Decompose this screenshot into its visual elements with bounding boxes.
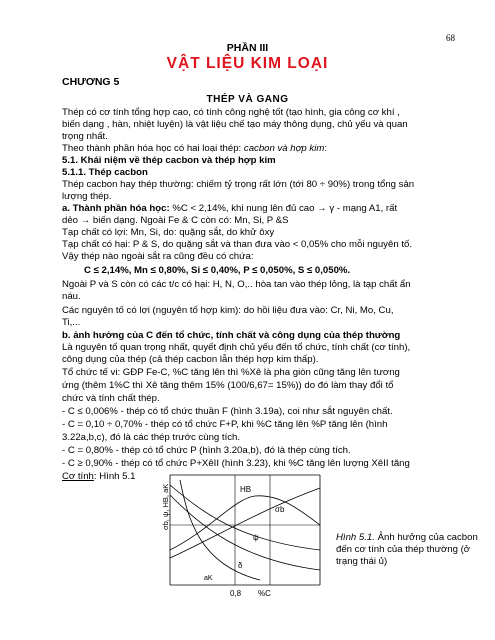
b-line-2: công dụng của thép (cả thép cacbon lẫn thép hợp kim thấp).: [62, 354, 319, 365]
composition-text: %C < 2,14%, khi nung lên đủ cao → γ - mạng A1, rất: [169, 203, 398, 214]
y-axis-label: σb, ψ, HB, aK: [161, 483, 170, 530]
scope-line: [62, 143, 327, 155]
mechanical-label: Cơ tính: [62, 471, 94, 482]
part-heading: PHẦN III: [226, 42, 269, 54]
harmful-impurity-line: Tạp chất có hại: P & S, do quặng sắt và than đưa vào < 0,05% cho mỗi nguyên tố.: [62, 239, 412, 250]
useful-impurity-line: Tạp chất có lợi: Mn, Si, do: quặng sắt, do khử ôxy: [62, 227, 275, 238]
microstructure-line-3: chức và tính chất thép.: [62, 393, 160, 404]
scope-italic: cacbon và hợp kim: [243, 143, 325, 154]
intro-line-2: biến dạng , hàn, nhiệt luyện) là vật liệu chế tạo máy thông dụng, chủ yếu và quan: [62, 119, 408, 130]
composition-line-2: dẻo → biến dạng. Ngoài Fe & C còn có: Mn, Si, P &S: [62, 215, 289, 226]
section-heading: THÉP VÀ GANG: [206, 94, 289, 105]
limit-intro-line: Vậy thép nào ngoài sắt ra cũng đều có chứa:: [62, 251, 254, 262]
composition-limits: C ≤ 2,14%, Mn ≤ 0,80%, Si ≤ 0,40%, P ≤ 0,050%, S ≤ 0,050%.: [84, 265, 351, 276]
curve-hb: [170, 488, 320, 558]
microstructure-line-2: ứng (thêm 1%C thì Xê tăng thêm 15% (100/6,67= 15%)) do đó làm thay đổi tổ: [62, 380, 394, 391]
microstructure-line-1: Tổ chức tế vi: GĐP Fe-C, %C tăng lên thì %Xê là pha giòn cũng tăng lên tương: [62, 367, 400, 378]
curve-sigma-b: [170, 496, 320, 550]
definition-line-2: lượng thép.: [62, 191, 112, 202]
curve-ak: [180, 480, 260, 580]
composition-line-1: [62, 203, 397, 215]
label-delta: δ: [238, 561, 243, 570]
label-psi: ψ: [253, 533, 259, 542]
heading-b: b. ảnh hưởng của C đến tổ chức, tính chất và công dụng của thép thường: [62, 330, 401, 341]
label-hb: HB: [240, 485, 252, 494]
caption-text: Ảnh hưởng của cacbon đến cơ tính của thép thường (ở trạng thái ủ): [336, 532, 478, 567]
alloy-line-2: Ti,...: [62, 317, 81, 328]
scope-suffix: :: [324, 143, 328, 154]
label-ak: aK: [204, 575, 213, 582]
b-line-1: Là nguyên tố quan trọng nhất, quyết định chủ yếu đến tổ chức, tính chất (cơ tính),: [62, 342, 411, 353]
composition-label: a. Thành phần hóa học:: [62, 203, 170, 214]
page-title: VẬT LIỆU KIM LOẠI: [166, 55, 329, 72]
mechanical-properties-line: [62, 471, 136, 483]
scope-prefix: Theo thành phần hóa học có hai loại thép:: [62, 143, 244, 154]
curve-psi: [170, 485, 320, 550]
heading-5-1: 5.1. Khái niệm về thép cacbon và thép hợp kim: [62, 155, 276, 166]
caption-label: Hình 5.1.: [336, 532, 375, 543]
alloy-line-1: Các nguyên tố có lợi (nguyên tố hợp kim): do hồi liệu đưa vào: Cr, Ni, Mo, Cu,: [62, 305, 394, 316]
mechanical-ref: : Hình 5.1: [93, 471, 136, 482]
x-axis-unit: %C: [258, 589, 271, 598]
bullet-line-5: - C ≥ 0,90% - thép có tổ chức P+XêII (hình 3.23), khi %C tăng lên lượng XêII tăng: [62, 458, 410, 469]
intro-line-1: Thép có cơ tính tổng hợp cao, có tính công nghệ tốt (tạo hình, gia công cơ khí ,: [62, 107, 400, 118]
bullet-line-3: 3.22a,b,c), đó là các thép trước cùng tích.: [62, 432, 241, 443]
figure-caption: [336, 532, 486, 568]
bullet-line-1: - C ≤ 0,006% - thép có tổ chức thuần F (hình 3.19a), coi như sắt nguyên chất.: [62, 406, 393, 417]
chapter-heading: CHƯƠNG 5: [62, 76, 120, 88]
heading-5-1-1: 5.1.1. Thép cacbon: [62, 167, 148, 178]
bullet-line-2: - C = 0,10 ÷ 0,70% - thép có tổ chức F+P, khi %C tăng lên %P tăng lên (hình: [62, 419, 388, 430]
carbon-properties-chart: [140, 470, 340, 600]
label-sigma-b: σb: [275, 505, 285, 514]
page-number: 68: [446, 33, 455, 43]
bullet-line-4: - C = 0,80% - thép có tổ chức P (hình 3.20a,b), đó là thép cùng tích.: [62, 445, 351, 456]
gas-line-2: náu.: [62, 291, 81, 302]
definition-line-1: Thép cacbon hay thép thường: chiếm tỷ trọng rất lớn (tới 80 ÷ 90%) trong tổng sản: [62, 179, 415, 190]
gas-line-1: Ngoài P và S còn có các t/c có hại: H, N, O,.. hòa tan vào thép lỏng, là tạp chất ẩn: [62, 279, 411, 290]
x-tick-0-8: 0,8: [230, 589, 242, 598]
intro-line-3: trọng nhất.: [62, 131, 108, 142]
